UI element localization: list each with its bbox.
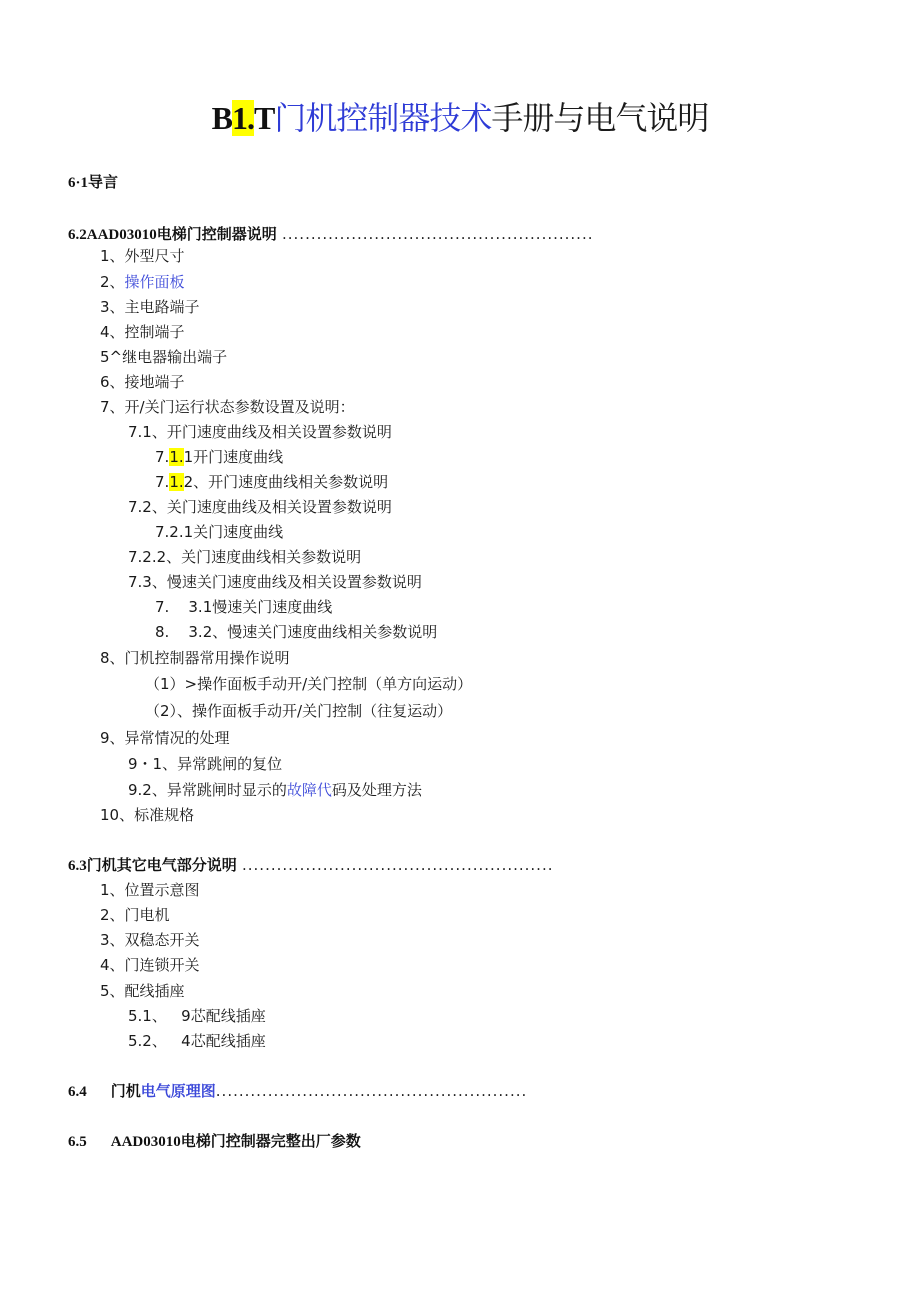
toc-item[interactable]: 1、外型尺寸 (100, 247, 185, 265)
toc-subitem[interactable]: 7.2、关门速度曲线及相关设置参数说明 (128, 498, 392, 516)
toc-item[interactable]: 9、异常情况的处理 (100, 729, 230, 747)
toc-subitem[interactable]: （1）>操作面板手动开/关门控制（单方向运动） (145, 675, 473, 693)
toc-item[interactable]: 3、主电路端子 (100, 298, 200, 316)
document-title (0, 96, 920, 140)
toc-section-6-3[interactable]: 6.3门机其它电气部分说明 ...................................................... (68, 856, 554, 874)
title-prefix: B1.T (211, 100, 275, 136)
toc-subitem[interactable]: 7.1.2、开门速度曲线相关参数说明 (155, 473, 389, 491)
toc-subitem[interactable]: 7.1.1开门速度曲线 (155, 448, 284, 466)
toc-section-6-2[interactable]: 6.2AAD03010电梯门控制器说明 ...................................................... (68, 225, 594, 243)
toc-item[interactable]: 2、操作面板 (100, 273, 185, 291)
toc-item[interactable]: 4、控制端子 (100, 323, 185, 341)
toc-leader-dots: ...................................................... (282, 225, 594, 243)
title-text: 手册与电气说明 (491, 99, 709, 137)
toc-link[interactable]: 电气原理图 (140, 1082, 216, 1100)
toc-item[interactable]: 7、开/关门运行状态参数设置及说明： (100, 398, 355, 416)
toc-subitem[interactable]: 9.2、异常跳闸时显示的故障代码及处理方法 (128, 781, 422, 799)
toc-section-6-5[interactable]: 6.5 AAD03010电梯门控制器完整出厂参数 (68, 1132, 361, 1150)
toc-section-6-1[interactable]: 6·1导言 (68, 173, 119, 191)
toc-item[interactable]: 4、门连锁开关 (100, 956, 200, 974)
toc-item[interactable]: 5^继电器输出端子 (100, 348, 228, 366)
toc-item[interactable]: 5、配线插座 (100, 982, 185, 1000)
toc-subitem[interactable]: 7.3、慢速关门速度曲线及相关设置参数说明 (128, 573, 422, 591)
toc-subitem[interactable]: 7.2.2、关门速度曲线相关参数说明 (128, 548, 362, 566)
toc-leader-dots: ...................................................... (215, 1082, 528, 1100)
toc-subitem[interactable]: （2）、操作面板手动开/关门控制（往复运动） (145, 702, 453, 720)
toc-section-6-4[interactable]: 6.4 门机电气原理图...................................................... (68, 1082, 528, 1100)
toc-item[interactable]: 6、接地端子 (100, 373, 185, 391)
toc-subitem[interactable]: 7. 3.1慢速关门速度曲线 (155, 598, 333, 616)
toc-subitem[interactable]: 8. 3.2、慢速关门速度曲线相关参数说明 (155, 623, 438, 641)
toc-item[interactable]: 8、门机控制器常用操作说明 (100, 649, 290, 667)
toc-link[interactable]: 故障代 (286, 781, 332, 799)
toc-subitem[interactable]: 7.2.1关门速度曲线 (155, 523, 284, 541)
toc-subitem[interactable]: 9・1、异常跳闸的复位 (128, 755, 283, 773)
toc-item[interactable]: 1、位置示意图 (100, 881, 200, 899)
toc-link[interactable]: 操作面板 (124, 273, 185, 291)
toc-subitem[interactable]: 5.2、 4芯配线插座 (128, 1032, 266, 1050)
toc-item[interactable]: 10、标准规格 (100, 806, 195, 824)
toc-item[interactable]: 3、双稳态开关 (100, 931, 200, 949)
toc-leader-dots: ...................................................... (242, 856, 554, 874)
title-highlighted-text: 门机控制器技术 (274, 99, 492, 137)
toc-subitem[interactable]: 5.1、 9芯配线插座 (128, 1007, 266, 1025)
toc-item[interactable]: 2、门电机 (100, 906, 170, 924)
toc-subitem[interactable]: 7.1、开门速度曲线及相关设置参数说明 (128, 423, 392, 441)
